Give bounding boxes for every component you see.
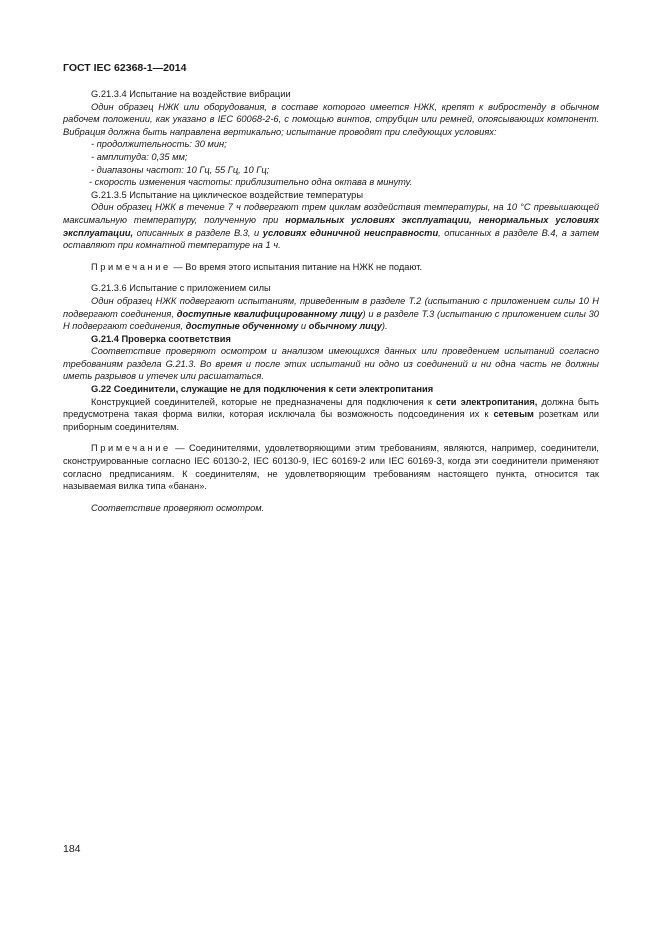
list-item-frequency-ranges: - диапазоны частот: 10 Гц, 55 Гц, 10 Гц; bbox=[91, 164, 270, 175]
list-item-sweep-rate: - скорость изменения частоты: приблизительно одна октава в минуту. bbox=[89, 177, 413, 188]
paragraph-non-mains-connectors: Конструкцией соединителей, которые не предназначены для подключения к сети электропитания, должна быть предусмотрена такая форма вилки, которая исключала бы возможность подсоединения их к сетевым розеткам или приборным соединителям. bbox=[63, 396, 600, 432]
paragraph-compliance-check: Соответствие проверяют осмотром и анализом имеющихся данных или проведением испытаний согласно требованиям раздела G.21.3. Во время и после этих испытаний ни одно из соединений и ни одна часть не должны иметь разрывов и утечек или расшататься. bbox=[63, 346, 599, 382]
document-header: ГОСТ IEC 62368-1—2014 bbox=[63, 62, 187, 74]
paragraph-thermal-cycling: Один образец НЖК в течение 7 ч подвергают трем циклам воздействия температуры, на 10 °С превышающей максимальную температуру, полученную при нормальных условиях эксплуатации, ненормальных условиях эксплуатации, описанных в разделе В.3, и условиях единичной неисправности, описанных в разделе В.4, а затем оставляют при комнатной температуре на 1 ч. bbox=[63, 202, 600, 251]
section-title-compliance-check: G.21.4 Проверка соответствия bbox=[91, 333, 231, 344]
paragraph-force-test: Один образец НЖК подвергают испытаниям, приведенным в разделе Т.2 (испытанию с приложением силы 10 Н подвергают соединения, доступные квалифицированному лицу) и в разделе Т.3 (испытанию с приложением силы 30 Н подвергают соединения, доступные обученному и обычному лицу). bbox=[63, 295, 599, 332]
section-title-vibration-test: G.21.3.4 Испытание на воздействие вибрации bbox=[91, 89, 291, 99]
paragraph-inspection-check: Соответствие проверяют осмотром. bbox=[91, 502, 265, 513]
note-label: Примечание bbox=[91, 443, 171, 454]
note-power-off: Примечание — Во время этого испытания питание на НЖК не подают. bbox=[91, 261, 423, 272]
paragraph-vibration-test: Один образец НЖК или оборудования, в составе которого имеется НЖК, крепят к вибростенду в обычном рабочем положении, как указано в IEC 60068-2-6, с помощью винтов, струбцин или ремней, опоясывающих компонент. Вибрация должна быть направлена вертикально; испытание проводят при следующих условиях: bbox=[63, 101, 599, 137]
section-title-non-mains-connectors: G.22 Соединители, служащие не для подключения к сети электропитания bbox=[91, 384, 434, 395]
note-connector-examples: Примечание — Соединителями, удовлетворяющими этим требованиям, являются, например, соединители, сконструированные согласно IEC 60130-2, IEC 60130-9, IEC 60169-2 или IEC 60169-3, когда эти соединители применяют согласно предписаниям. К соединителям, не удовлетворяющим требованиям настоящего пункта, относится так называемая вилка типа «банан». bbox=[63, 443, 599, 492]
section-title-force-test: G.21.3.6 Испытание с приложением силы bbox=[91, 283, 271, 294]
note-label: Примечание bbox=[91, 261, 171, 272]
list-item-amplitude: - амплитуда: 0,35 мм; bbox=[91, 151, 188, 162]
section-title-thermal-cycling: G.21.3.5 Испытание на циклическое воздействие температуры bbox=[91, 189, 364, 200]
document-body bbox=[63, 88, 599, 514]
page-number: 184 bbox=[63, 843, 81, 855]
list-item-duration: - продолжительность: 30 мин; bbox=[91, 139, 227, 150]
